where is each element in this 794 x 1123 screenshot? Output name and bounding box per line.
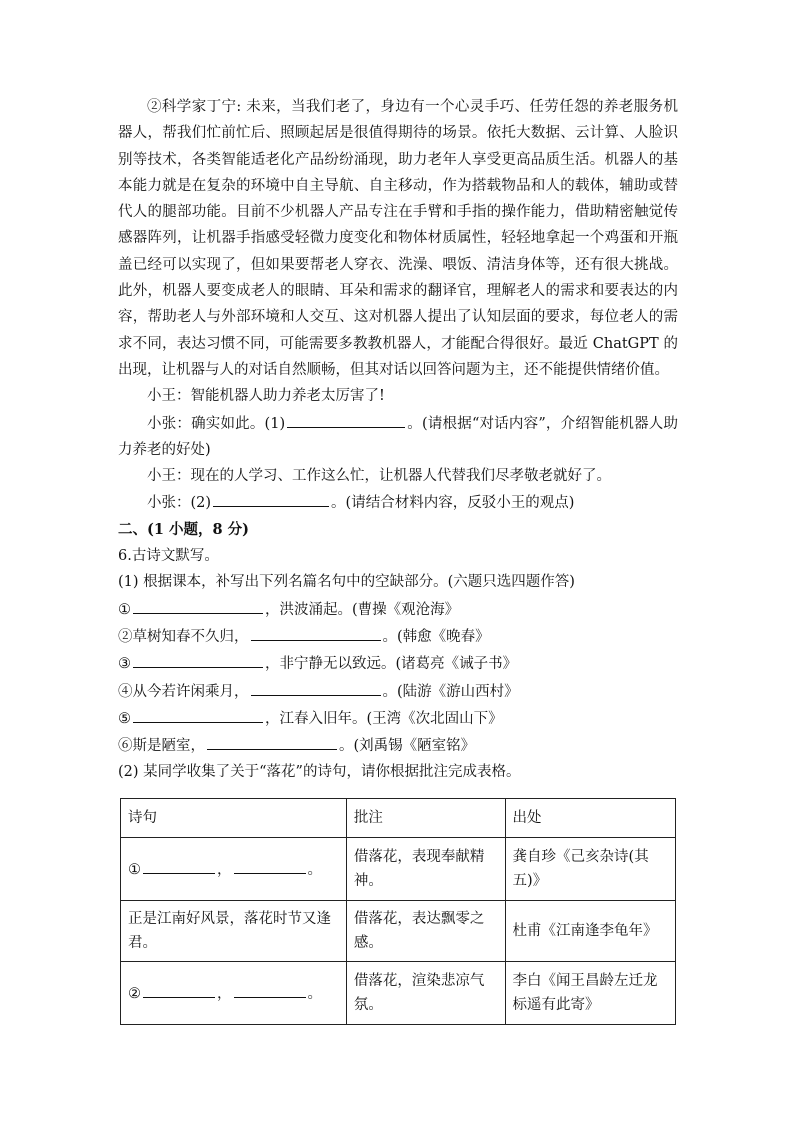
note-cell: 借落花，表达飘零之感。 — [346, 901, 505, 962]
note-cell: 借落花，表现奉献精神。 — [346, 838, 505, 901]
item-prefix: ① — [118, 601, 131, 618]
header-note: 批注 — [346, 799, 505, 838]
item-prefix: ④从今若许闲乘月， — [118, 683, 249, 700]
answer-blank-2[interactable] — [213, 489, 329, 507]
poem-cell — [121, 962, 347, 1025]
poem-blank[interactable] — [234, 980, 306, 998]
item-suffix: 。(韩愈《晚春》 — [382, 628, 490, 645]
item-suffix: ，洪波涌起。(曹操《观沧海》 — [265, 601, 460, 618]
dialogue-zhang-2 — [118, 489, 678, 516]
dictation-blank[interactable] — [133, 705, 263, 723]
dialogue-wang-1: 小王：智能机器人助力养老太厉害了! — [147, 388, 385, 405]
item-suffix: ，非宁静无以致远。(诸葛亮《诫子书》 — [265, 656, 518, 673]
item-suffix: 。(陆游《游山西村》 — [382, 683, 519, 700]
dialogue-zhang-1-prefix: 小张：确实如此。(1) — [147, 415, 286, 432]
note-cell: 借落花，渲染悲凉气氛。 — [346, 962, 505, 1025]
sub-question-1: (1) 根据课本，补写出下列名篇名句中的空缺部分。(六题只选四题作答) — [118, 574, 575, 591]
dictation-item-4 — [118, 678, 678, 705]
poem-blank[interactable] — [234, 856, 306, 874]
dictation-blank[interactable] — [251, 623, 381, 641]
dictation-item-3 — [118, 650, 678, 677]
poem-blank[interactable] — [143, 856, 215, 874]
item-prefix: ②草树知春不久归， — [118, 628, 249, 645]
dialogue-zhang-2-prefix: 小张：(2) — [147, 495, 212, 512]
table-row — [121, 838, 676, 901]
poem-prefix: ② — [128, 986, 141, 1002]
poem-period: 。 — [307, 986, 322, 1002]
exam-page — [118, 94, 678, 786]
item-prefix: ⑥斯是陋室， — [118, 738, 205, 755]
dictation-item-1 — [118, 596, 678, 623]
dialogue-zhang-2-suffix: 。(请结合材料内容，反驳小王的观点) — [331, 495, 575, 512]
poem-comma: ， — [217, 862, 232, 878]
dictation-blank[interactable] — [251, 678, 381, 696]
item-prefix: ⑤ — [118, 710, 131, 727]
poem-period: 。 — [307, 862, 322, 878]
poem-prefix: ① — [128, 862, 141, 878]
header-poem: 诗句 — [121, 799, 347, 838]
answer-blank-1[interactable] — [287, 410, 405, 428]
section-heading: 二、(1 小题，8 分) — [118, 520, 249, 538]
dialogue-zhang-1 — [118, 410, 678, 464]
source-cell: 杜甫《江南逢李龟年》 — [505, 901, 675, 962]
source-cell: 李白《闻王昌龄左迁龙标遥有此寄》 — [505, 962, 675, 1025]
item-prefix: ③ — [118, 656, 131, 673]
header-source: 出处 — [505, 799, 675, 838]
sub-question-2: (2) 某同学收集了关于“落花”的诗句，请你根据批注完成表格。 — [118, 764, 521, 781]
dictation-item-5 — [118, 705, 678, 732]
dialogue-wang-2: 小王：现在的人学习、工作这么忙，让机器人代替我们尽孝敬老就好了。 — [147, 468, 611, 485]
source-cell: 龚自珍《己亥杂诗(其五)》 — [505, 838, 675, 901]
item-suffix: 。(刘禹锡《陋室铭》 — [339, 738, 476, 755]
dictation-blank[interactable] — [207, 732, 337, 750]
falling-flowers-table — [120, 798, 676, 1025]
dialogue-zhang-1-suffix: 。(请根据“对话内容”，介绍智能机器人助力养老的好处) — [118, 415, 678, 458]
table-row — [121, 962, 676, 1025]
dictation-blank[interactable] — [133, 650, 263, 668]
poem-cell: 正是江南好风景，落花时节又逢君。 — [121, 901, 347, 962]
item-suffix: ，江春入旧年。(王湾《次北固山下》 — [265, 710, 503, 727]
dictation-blank[interactable] — [133, 596, 263, 614]
poem-blank[interactable] — [143, 980, 215, 998]
dictation-item-6 — [118, 732, 678, 759]
material-paragraph: ②科学家丁宁: 未来，当我们老了，身边有一个心灵手巧、任劳任怨的养老服务机器人，帮我们忙前忙后、照顾起居是很值得期待的场景。依托大数据、云计算、人脸识别等技术，各类智能适老化产品纷纷涌现，助力老年人享受更高品质生活。机器人的基本能力就是在复杂的环境中自主导航、自主移动，作为搭载物品和人的载体，辅助或替代人的腿部功能。目前不少机器人产品专注在手臂和手指的操作能力，借助精密触觉传感器阵列，让机器手指感受轻微力度变化和物体材质属性，轻轻地拿起一个鸡蛋和开瓶盖已经可以实现了，但如果要帮老人穿衣、洗澡、喂饭、清洁身体等，还有很大挑战。此外，机器人要变成老人的眼睛、耳朵和需求的翻译官，理解老人的需求和要表达的内容，帮助老人与外部环境和人交互、这对机器人提出了认知层面的要求，每位老人的需求不同，表达习惯不同，可能需要多教教机器人，才能配合得很好。最近 ChatGPT 的出现，让机器与人的对话自然顺畅，但其对话以回答问题为主，还不能提供情绪价值。 — [118, 99, 678, 378]
question-title: 6.古诗文默写。 — [118, 548, 219, 565]
dictation-item-2 — [118, 623, 678, 650]
table-row — [121, 901, 676, 962]
poem-comma: ， — [217, 986, 232, 1002]
poem-cell — [121, 838, 347, 901]
table-header-row — [121, 799, 676, 838]
